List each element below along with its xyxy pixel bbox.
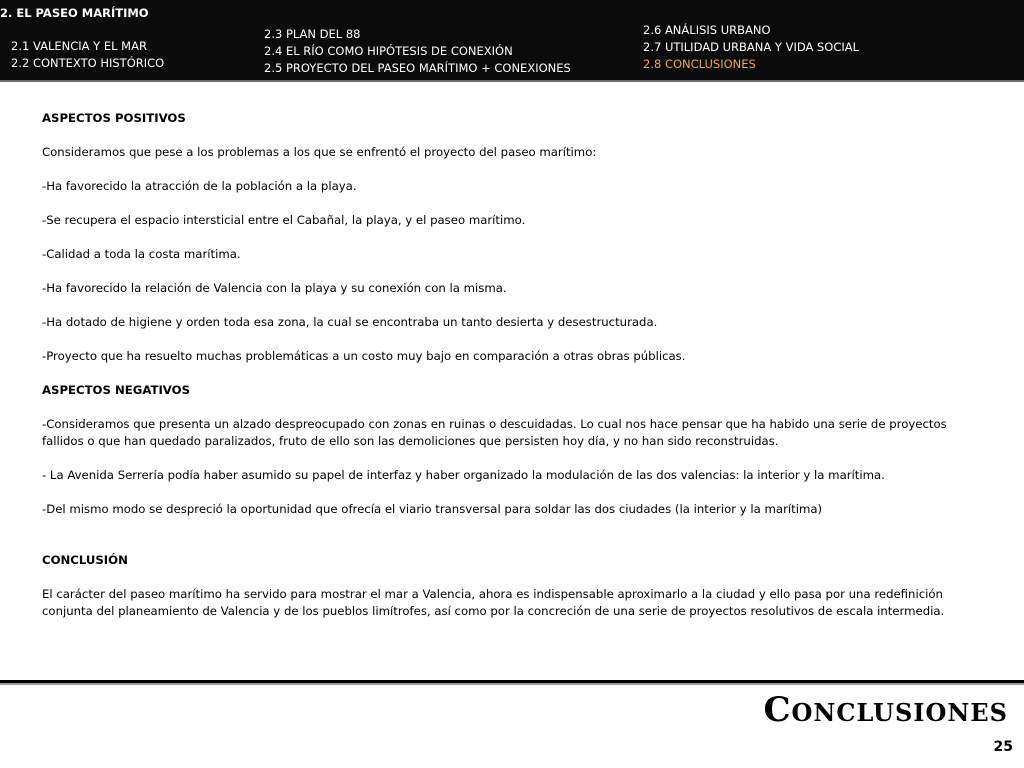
- positivo-item: -Calidad a toda la costa marítima.: [42, 247, 241, 261]
- nav-item-valencia-y-el-mar[interactable]: 2.1 VALENCIA Y EL MAR: [11, 39, 147, 53]
- negativo-item: - La Avenida Serrería podía haber asumido su papel de interfaz y haber organizado la modulación de las dos valencias: la interior y la marítima.: [42, 468, 885, 482]
- conclusion-text: El carácter del paseo marítimo ha servido para mostrar el mar a Valencia, ahora es indispensable aproximarlo a la ciudad y ello pasa por una redefinición conjunta del planeamiento de Valencia y de los pueblos limítrofes, así como por la concreción de una serie de proyectos resolutivos de escala intermedia.: [42, 587, 945, 618]
- header-bar: [0, 0, 1024, 80]
- header-divider: [0, 80, 1024, 82]
- positivos-intro: Consideramos que pese a los problemas a los que se enfrentó el proyecto del paseo marítimo:: [42, 145, 597, 159]
- page-number: 25: [993, 739, 1013, 755]
- nav-column-3: [643, 22, 859, 73]
- section-title: 2. EL PASEO MARÍTIMO: [0, 6, 149, 20]
- negativo-item: -Consideramos que presenta un alzado despreocupado con zonas en ruinas o descuidadas. Lo cual nos hace pensar que ha habido una serie de proyectos fallidos o que han quedado paralizados, fruto de ello son las demoliciones que persisten hoy día, y no han sido reconstruidas.: [42, 417, 947, 448]
- nav-column-2: [264, 26, 571, 77]
- nav-item-conclusiones-active[interactable]: 2.8 CONCLUSIONES: [643, 57, 756, 71]
- footer-divider-shadow: [0, 683, 1024, 685]
- slide-title: Conclusiones: [763, 690, 1008, 730]
- nav-item-analisis-urbano[interactable]: 2.6 ANÁLISIS URBANO: [643, 23, 771, 37]
- nav-item-proyecto-paseo[interactable]: 2.5 PROYECTO DEL PASEO MARÍTIMO + CONEXIONES: [264, 61, 571, 75]
- nav-item-plan-del-88[interactable]: 2.3 PLAN DEL 88: [264, 27, 361, 41]
- positivo-item: -Proyecto que ha resuelto muchas problemáticas a un costo muy bajo en comparación a otras obras públicas.: [42, 349, 686, 363]
- conclusion-heading: CONCLUSIÓN: [42, 553, 128, 567]
- positivo-item: -Ha dotado de higiene y orden toda esa zona, la cual se encontraba un tanto desierta y desestructurada.: [42, 315, 658, 329]
- main-content: [42, 110, 988, 637]
- nav-column-1: [11, 38, 164, 72]
- nav-item-rio-hipotesis[interactable]: 2.4 EL RÍO COMO HIPÓTESIS DE CONEXIÓN: [264, 44, 513, 58]
- negativo-item: -Del mismo modo se despreció la oportunidad que ofrecía el viario transversal para soldar las dos ciudades (la interior y la marítima): [42, 502, 823, 516]
- positivo-item: -Ha favorecido la relación de Valencia con la playa y su conexión con la misma.: [42, 281, 507, 295]
- negativos-heading: ASPECTOS NEGATIVOS: [42, 383, 190, 397]
- nav-item-contexto-historico[interactable]: 2.2 CONTEXTO HISTÓRICO: [11, 56, 165, 70]
- nav-item-utilidad-urbana[interactable]: 2.7 UTILIDAD URBANA Y VIDA SOCIAL: [643, 40, 860, 54]
- positivo-item: -Ha favorecido la atracción de la población a la playa.: [42, 179, 357, 193]
- positivos-heading: ASPECTOS POSITIVOS: [42, 111, 186, 125]
- positivo-item: -Se recupera el espacio intersticial entre el Cabañal, la playa, y el paseo marítimo.: [42, 213, 526, 227]
